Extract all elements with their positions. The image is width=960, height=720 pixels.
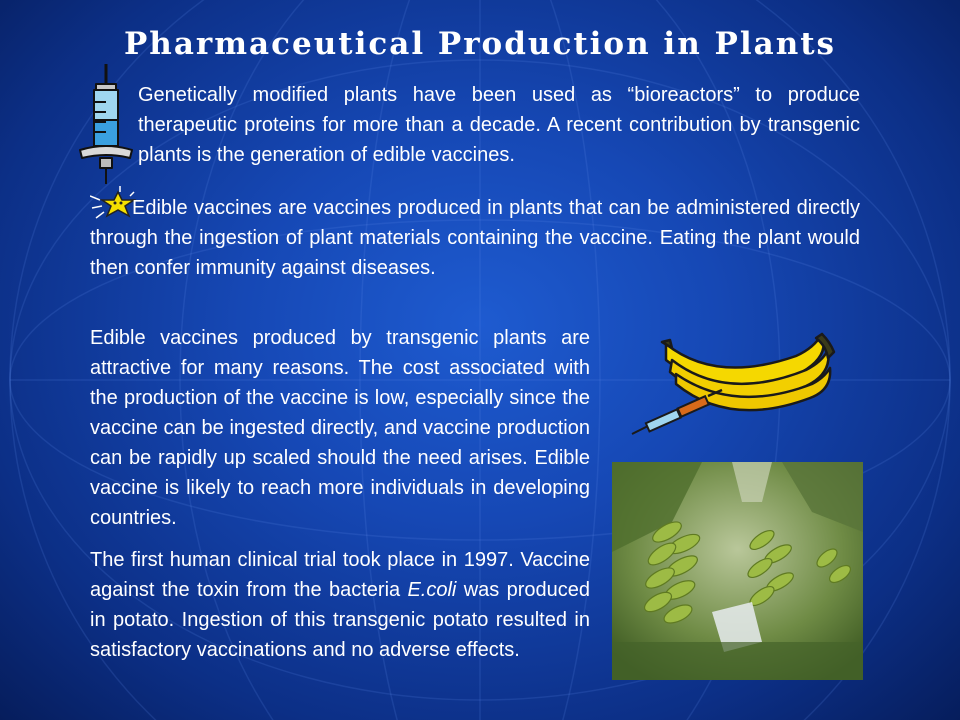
ecoli-term: E.coli <box>407 579 457 601</box>
advantages-paragraph: Edible vaccines produced by transgenic plants are attractive for many reasons. The cost associated with the production of the vaccine is low, especially since the vaccine can be ingested directly, and vaccine production can be rapidly up scaled should the need arises. Edible vaccine is likely to reach more individuals in developing countries. <box>90 327 590 529</box>
clinical-trial-paragraph <box>90 545 590 665</box>
slide-title: Pharmaceutical Production in Plants <box>123 26 837 62</box>
clinical-trial-text-2: was produced in potato. Ingestion of this transgenic potato resulted in satisfactory vaccinations and no adverse effects. <box>90 579 590 661</box>
intro-paragraph: Genetically modified plants have been used as “bioreactors” to produce therapeutic proteins for more than a decade. A recent contribution by transgenic plants is the generation of edible vaccines. <box>138 84 860 166</box>
edible-vaccine-definition: Edible vaccines are vaccines produced in plants that can be administered directly through the ingestion of plant materials containing the vaccine. Eating the plant would then confer immunity against diseases. <box>90 197 860 279</box>
banana-plant-photo <box>612 462 863 680</box>
syringe-icon <box>72 62 134 186</box>
clinical-trial-text-1: The first human clinical trial took place in 1997. Vaccine against the toxin from the bacteria <box>90 549 590 601</box>
banana-syringe-icon <box>626 326 836 438</box>
